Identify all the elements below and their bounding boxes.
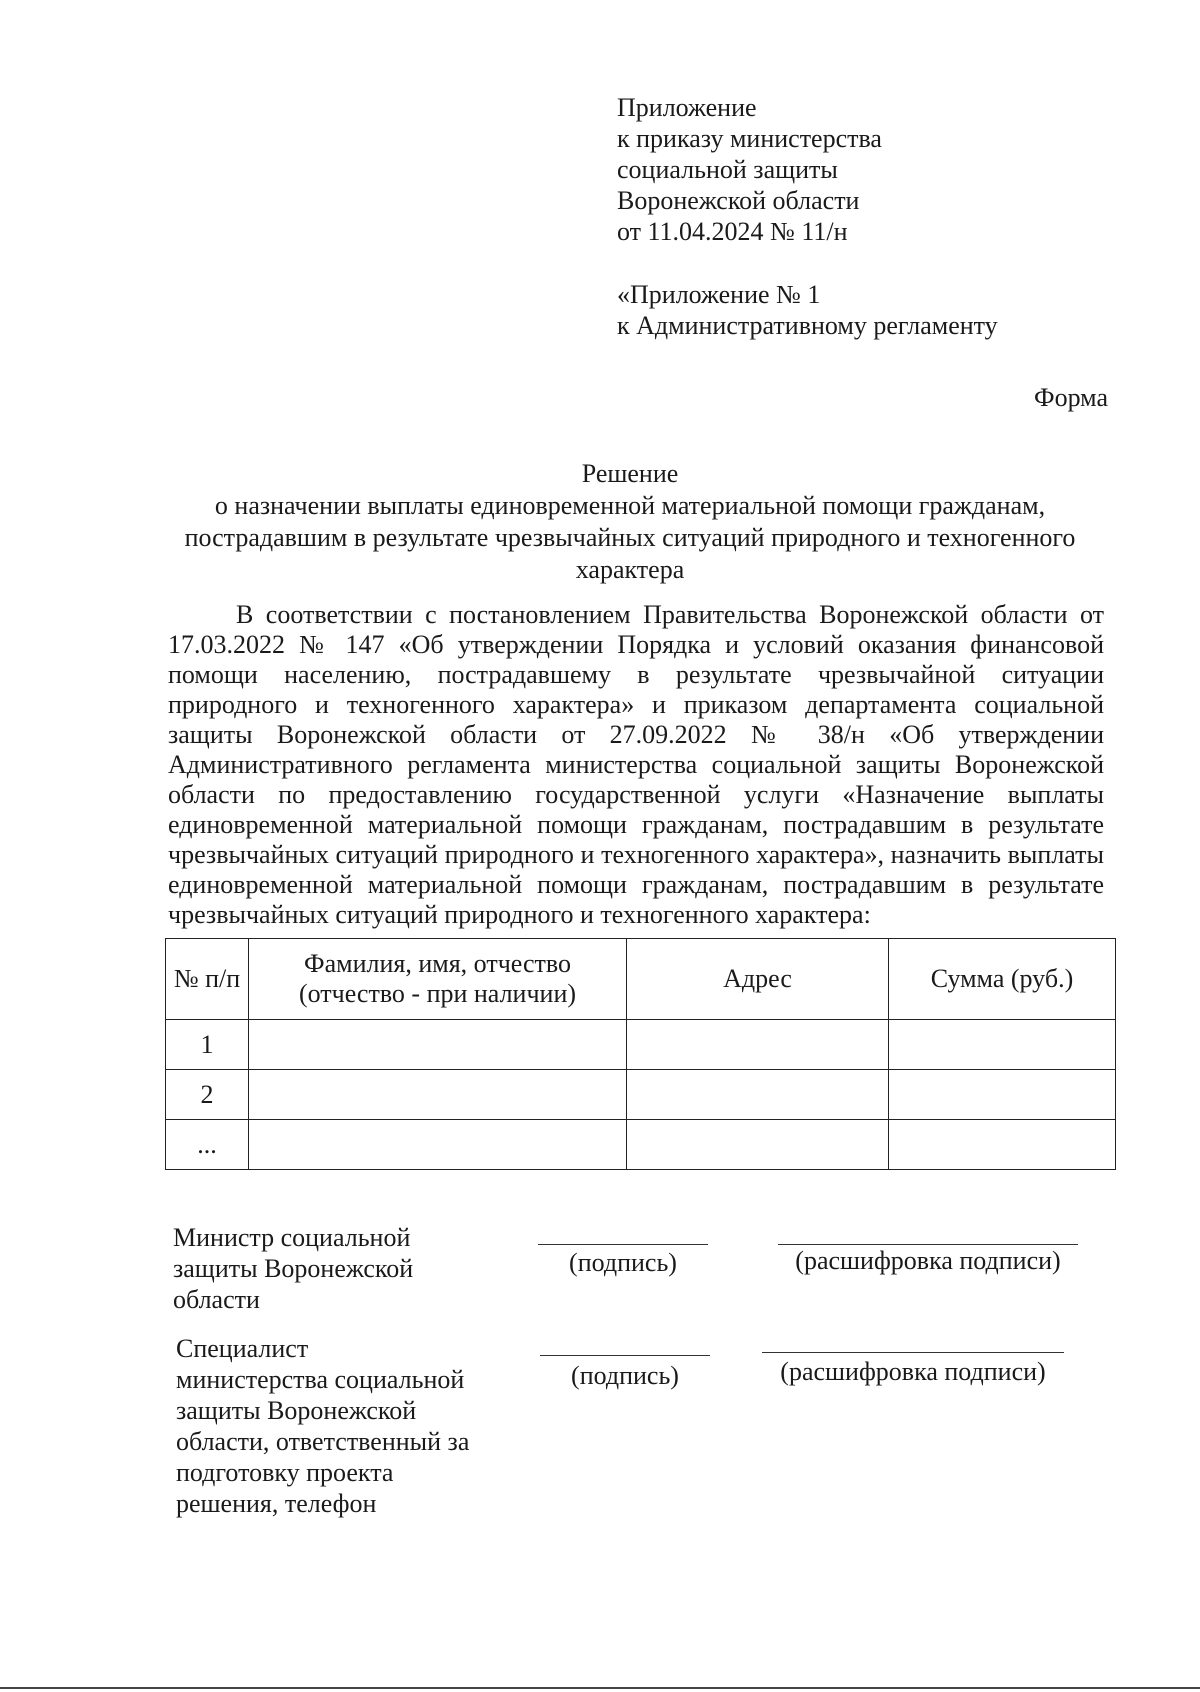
- cell-address: [627, 1070, 889, 1120]
- signature-decode-line: [762, 1352, 1064, 1353]
- signature-caption: (подпись): [571, 1361, 679, 1390]
- signatory-specialist-label: [176, 1333, 496, 1519]
- signature-decode-caption: (расшифровка подписи): [780, 1357, 1046, 1386]
- table-row: [166, 1020, 1116, 1070]
- header-name: [249, 939, 627, 1020]
- title-line: о назначении выплаты единовременной материальной помощи гражданам,: [214, 491, 1046, 520]
- cell-name: [249, 1070, 627, 1120]
- title-line: характера: [575, 555, 685, 584]
- title-line: Решение: [581, 459, 679, 488]
- header-name-line: (отчество - при наличии): [298, 979, 577, 1008]
- header-line: социальной защиты: [617, 155, 838, 184]
- annex-line: к Административному регламенту: [617, 311, 998, 340]
- row-number: 1: [166, 1020, 249, 1070]
- header-name-line: Фамилия, имя, отчество: [304, 949, 571, 978]
- body-text: В соответствии с постановлением Правительства Воронежской области от 17.03.2022 № 147 «Об утверждении Порядка и условий оказания финансовой помощи населению, пострадавшему в результате чрезвычайной ситуации природного и техногенного характера» и приказом департамента социальной защиты Воронежской области от 27.09.2022 № 38/н «Об утверждении Административного регламента министерства социальной защиты Воронежской области по предоставлению государственной услуги «Назначение выплаты единовременной материальной помощи гражданам, пострадавшим в результате чрезвычайных ситуаций природного и техногенного характера», назначить выплаты единовременной материальной помощи гражданам, пострадавшим в результате чрезвычайных ситуаций природного и техногенного характера:: [168, 600, 1104, 929]
- signatory-label-line: защиты Воронежской: [176, 1396, 417, 1425]
- body-paragraph: [168, 600, 1104, 930]
- header-block: [617, 92, 1087, 341]
- cell-address: [627, 1020, 889, 1070]
- table-row: [166, 1070, 1116, 1120]
- recipients-table: [165, 938, 1116, 1170]
- header-sum: Сумма (руб.): [889, 939, 1116, 1020]
- page-bottom-rule: [0, 1687, 1200, 1689]
- header-line: Воронежской области: [617, 186, 860, 215]
- cell-name: [249, 1120, 627, 1170]
- header-line: Приложение: [617, 93, 757, 122]
- signature-line: [540, 1355, 710, 1356]
- title-line: пострадавшим в результате чрезвычайных ситуаций природного и техногенного: [184, 523, 1076, 552]
- header-line: к приказу министерства: [617, 124, 882, 153]
- signatory-label-line: министерства социальной: [176, 1365, 465, 1394]
- cell-address: [627, 1120, 889, 1170]
- signatory-label-line: области, ответственный за: [176, 1427, 470, 1456]
- table-row: [166, 1120, 1116, 1170]
- header-address: Адрес: [627, 939, 889, 1020]
- signature-caption: (подпись): [569, 1248, 677, 1277]
- signatory-label-line: защиты Воронежской: [173, 1254, 414, 1283]
- cell-sum: [889, 1120, 1116, 1170]
- cell-sum: [889, 1020, 1116, 1070]
- header-num: № п/п: [166, 939, 249, 1020]
- signatory-label-line: решения, телефон: [176, 1489, 377, 1518]
- document-title: [165, 458, 1095, 586]
- cell-name: [249, 1020, 627, 1070]
- signatory-label-line: области: [173, 1285, 260, 1314]
- signature-decode-caption: (расшифровка подписи): [795, 1246, 1061, 1275]
- table-header-row: [166, 939, 1116, 1020]
- signatory-label-line: Специалист: [176, 1334, 309, 1363]
- row-number: ...: [166, 1120, 249, 1170]
- signatory-label-line: подготовку проекта: [176, 1458, 394, 1487]
- signatory-minister-label: [173, 1222, 473, 1315]
- signatory-label-line: Министр социальной: [173, 1223, 411, 1252]
- annex-line: «Приложение № 1: [617, 280, 821, 309]
- form-label: Форма: [1034, 383, 1108, 412]
- cell-sum: [889, 1070, 1116, 1120]
- header-line: от 11.04.2024 № 11/н: [617, 217, 848, 246]
- row-number: 2: [166, 1070, 249, 1120]
- signature-line: [538, 1244, 708, 1245]
